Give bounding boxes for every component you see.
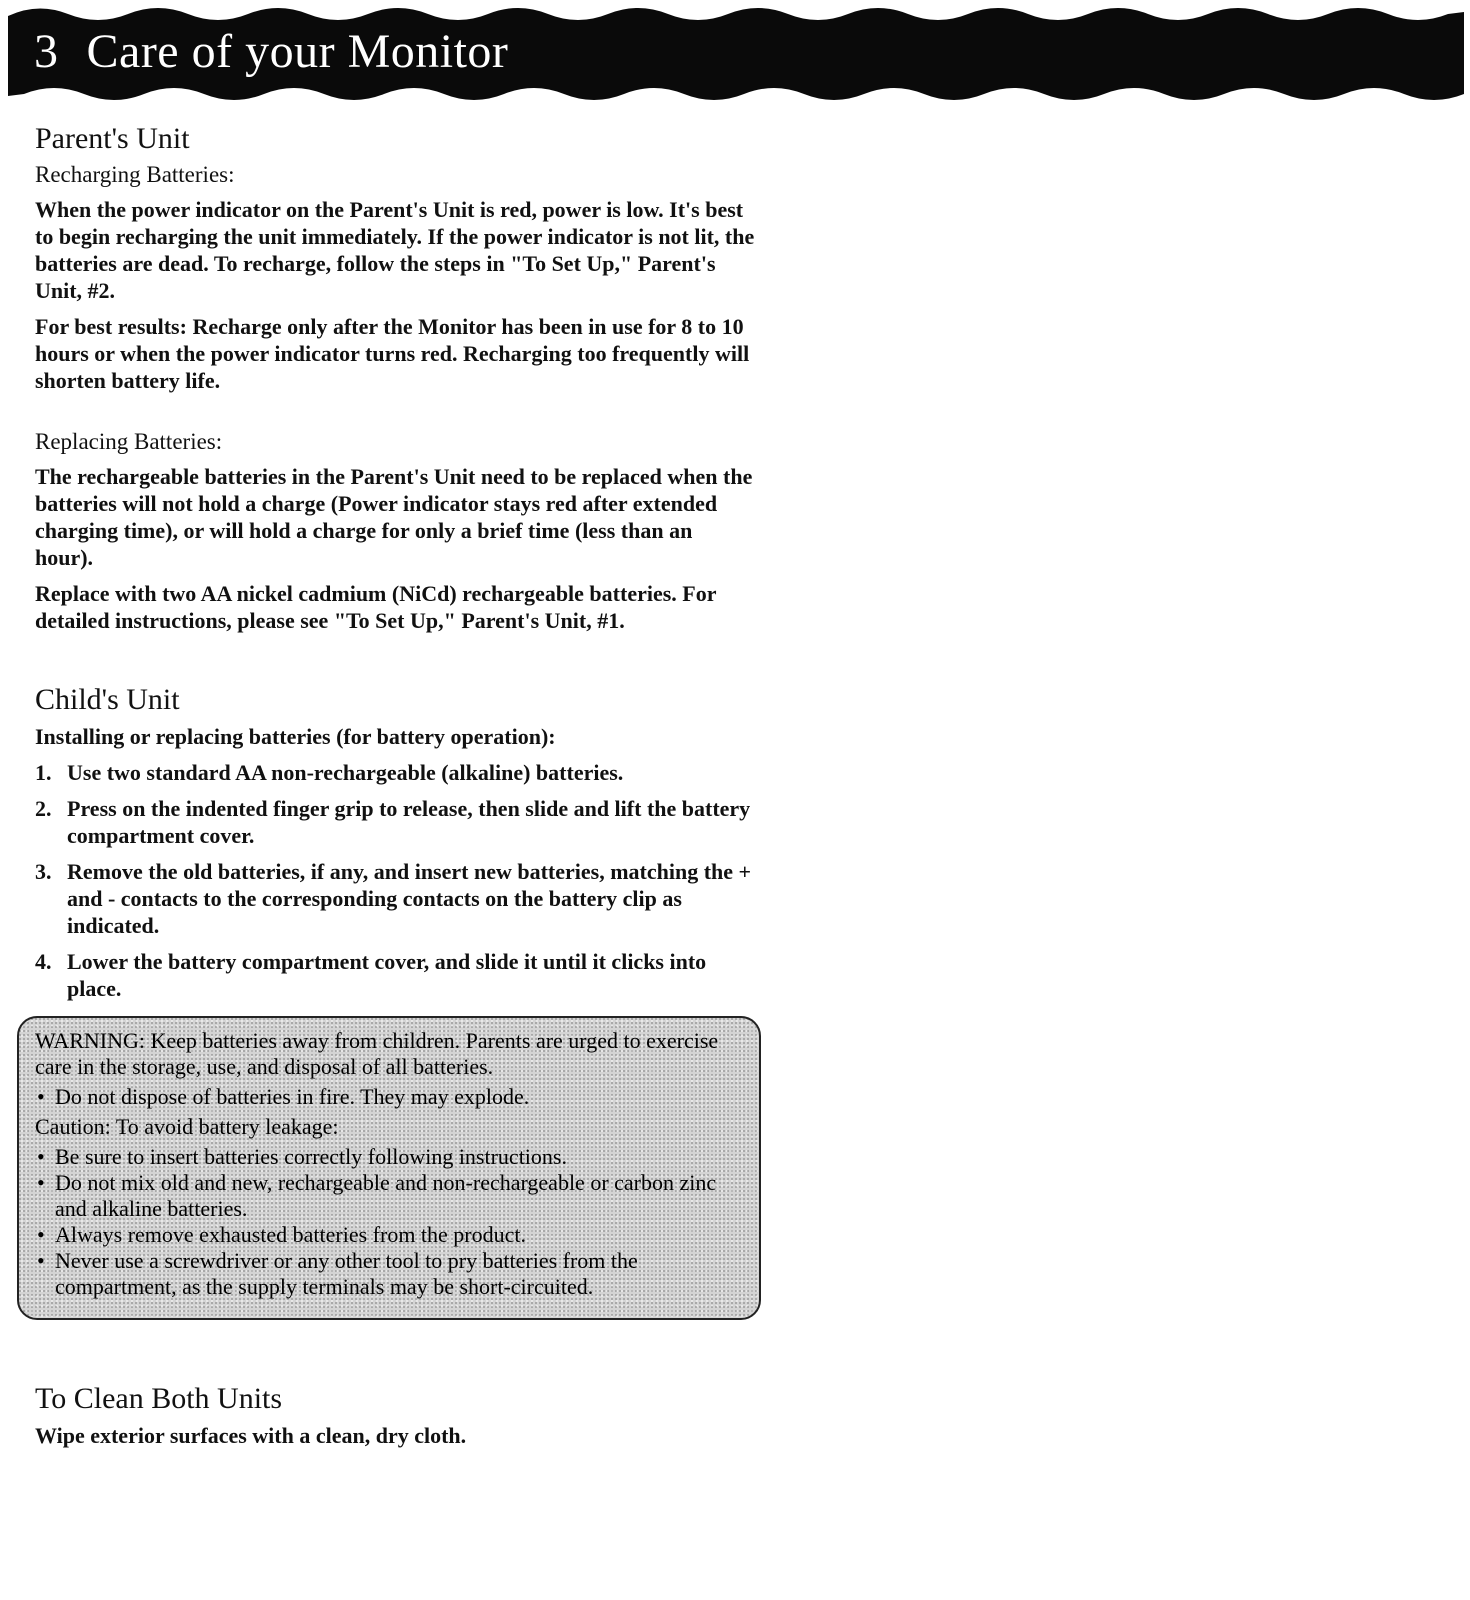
- recharging-heading: Recharging Batteries:: [35, 162, 235, 187]
- list-item: 3. Remove the old batteries, if any, and insert new batteries, matching the + and - contacts to the corresponding contacts on the battery clip as indicated.: [35, 859, 752, 938]
- list-item: 4. Lower the battery compartment cover, and slide it until it clicks into place.: [35, 949, 707, 1001]
- cleaning-text: Wipe exterior surfaces with a clean, dry cloth.: [35, 1423, 467, 1448]
- caution-bullets: [35, 1144, 747, 1300]
- replacing-paragraph: The rechargeable batteries in the Parent's Unit need to be replaced when the batteries will not hold a charge (Power indicator stays red after extended charging time), or will hold a charge for only a brief time (less than an hour).: [35, 464, 753, 570]
- warning-box: [17, 1016, 761, 1320]
- parents-unit-heading: Parent's Unit: [35, 122, 190, 155]
- chapter-title: Care of your Monitor: [86, 25, 509, 78]
- replacing-instructions-paragraph: Replace with two AA nickel cadmium (NiCd) rechargeable batteries. For detailed instructions, please see "To Set Up," Parent's Unit, #1.: [35, 581, 717, 633]
- warning-intro: WARNING: Keep batteries away from children. Parents are urged to exercise care in the storage, use, and disposal of all batteries.: [35, 1028, 719, 1079]
- caution-heading: Caution: To avoid battery leakage:: [35, 1114, 339, 1139]
- list-item: • Be sure to insert batteries correctly following instructions.: [35, 1144, 747, 1170]
- list-item: • Never use a screwdriver or any other tool to pry batteries from the compartment, as the supply terminals may be short-circuited.: [35, 1248, 747, 1300]
- replacing-heading: Replacing Batteries:: [35, 429, 223, 454]
- battery-steps-list: [35, 759, 755, 1002]
- page-title: [34, 24, 508, 79]
- recharging-tip-paragraph: For best results: Recharge only after the Monitor has been in use for 8 to 10 hours or when the power indicator turns red. Recharging too frequently will shorten battery life.: [35, 314, 750, 393]
- cleaning-heading: To Clean Both Units: [35, 1382, 283, 1415]
- manual-content: [35, 122, 755, 1458]
- childs-unit-heading: Child's Unit: [35, 683, 180, 716]
- list-item: 2. Press on the indented finger grip to release, then slide and lift the battery compartment cover.: [35, 796, 751, 848]
- chapter-banner: [8, 2, 1464, 106]
- list-item: • Always remove exhausted batteries from the product.: [35, 1222, 747, 1248]
- childs-unit-section: [35, 683, 755, 1320]
- list-item: • Do not dispose of batteries in fire. They may explode.: [35, 1084, 747, 1110]
- list-item: 1. Use two standard AA non-rechargeable (alkaline) batteries.: [35, 760, 624, 785]
- chapter-number: 3: [34, 25, 59, 78]
- childs-unit-subheading: Installing or replacing batteries (for battery operation):: [35, 724, 556, 749]
- warning-bullets: [35, 1084, 747, 1110]
- list-item: • Do not mix old and new, rechargeable and non-rechargeable or carbon zinc and alkaline batteries.: [35, 1170, 747, 1222]
- recharging-paragraph: When the power indicator on the Parent's Unit is red, power is low. It's best to begin recharging the unit immediately. If the power indicator is not lit, the batteries are dead. To recharge, follow the steps in "To Set Up," Parent's Unit, #2.: [35, 197, 755, 303]
- cleaning-section: [35, 1382, 755, 1449]
- parents-unit-section: [35, 122, 755, 634]
